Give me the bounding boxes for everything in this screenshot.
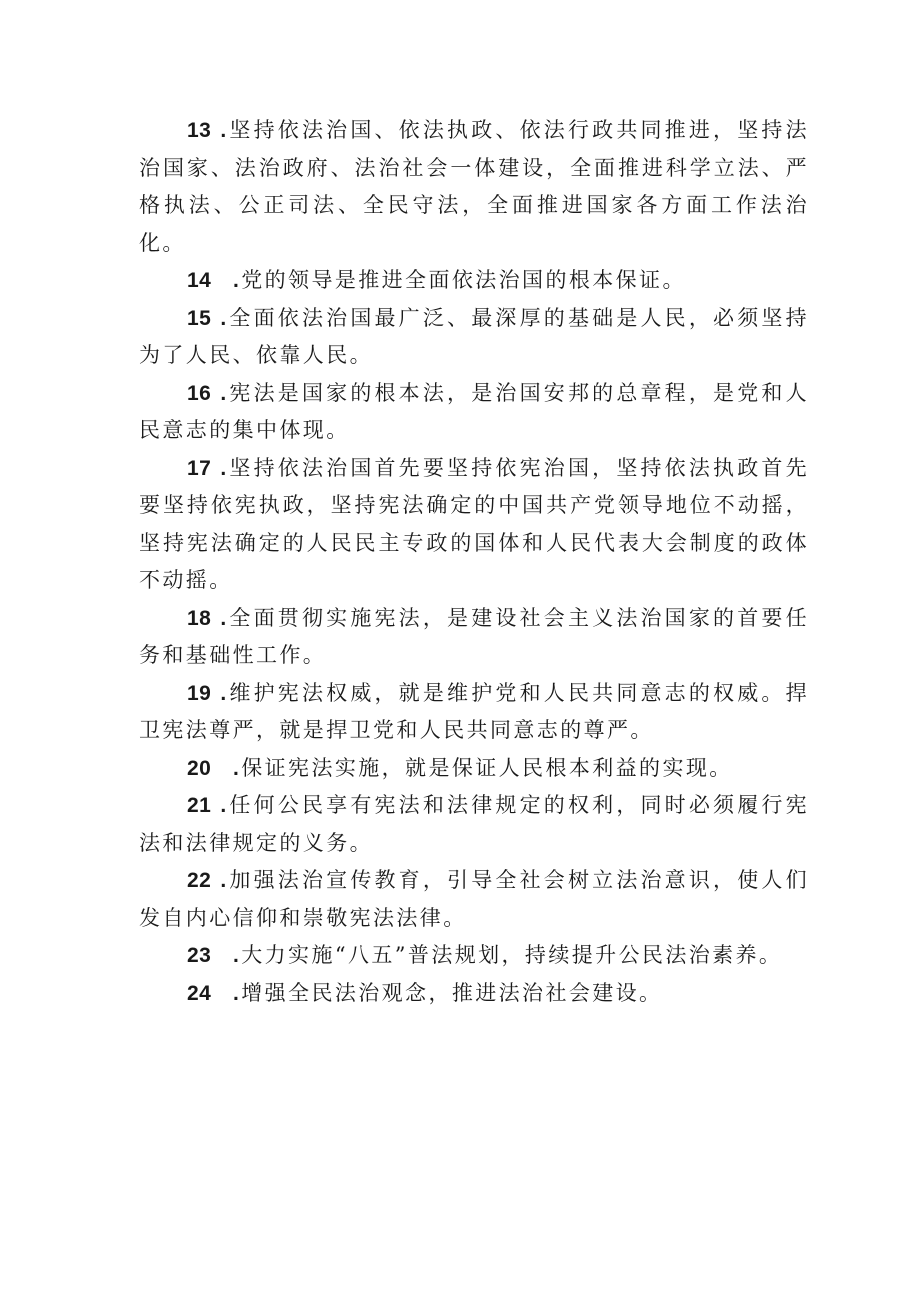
item-text: 党的领导是推进全面依法治国的根本保证。 [241,268,686,292]
item-text: 全面依法治国最广泛、最深厚的基础是人民，必须坚持为了人民、依靠人民。 [139,305,809,367]
item-text: 宪法是国家的根本法，是治国安邦的总章程，是党和人民意志的集中体现。 [139,380,809,442]
item-number: 22 [187,869,212,892]
item-separator: . [211,456,229,480]
item-text: 全面贯彻实施宪法，是建设社会主义法治国家的首要任务和基础性工作。 [139,605,809,667]
item-number: 20 [187,756,212,780]
item-text: 坚持依法治国、依法执政、依法行政共同推进，坚持法治国家、法治政府、法治社会一体建设，全面推进科学立法、严格执法、公正司法、全民守法，全面推进国家各方面工作法治化。 [139,118,809,255]
item-separator: . [233,944,242,967]
item-number: 15 [187,306,212,330]
item-text: 大力实施“八五”普法规划，持续提升公民法治素养。 [241,943,783,967]
item-separator: . [211,381,229,405]
item-number: 23 [187,944,212,967]
list-item-20 [139,750,809,788]
list-item-14 [139,262,809,300]
item-separator: . [211,606,229,630]
list-item-17 [139,450,809,600]
item-number: 24 [187,981,212,1005]
item-separator: . [233,269,242,292]
document-body [139,112,809,1012]
list-item-18 [139,600,809,675]
item-text: 加强法治宣传教育，引导全社会树立法治意识，使人们发自内心信仰和崇敬宪法法律。 [139,868,809,930]
item-separator: . [233,981,242,1005]
list-item-21 [139,787,809,862]
item-separator: . [211,794,229,817]
item-separator: . [211,306,229,330]
item-text: 维护宪法权威，就是维护党和人民共同意志的权威。捍卫宪法尊严，就是捍卫党和人民共同意志的尊严。 [139,680,809,742]
item-number: 16 [187,381,212,405]
item-separator: . [211,681,229,705]
list-item-13 [139,112,809,262]
item-text: 任何公民享有宪法和法律规定的权利，同时必须履行宪法和法律规定的义务。 [139,793,809,855]
list-item-19 [139,675,809,750]
list-item-24 [139,975,809,1013]
item-text: 增强全民法治观念，推进法治社会建设。 [241,980,663,1005]
item-number: 19 [187,681,212,705]
list-item-23 [139,937,809,975]
item-number: 18 [187,606,212,630]
item-number: 17 [187,456,212,480]
list-item-22 [139,862,809,937]
item-text: 保证宪法实施，就是保证人民根本利益的实现。 [241,755,733,780]
item-separator: . [211,869,229,892]
item-text: 坚持依法治国首先要坚持依宪治国，坚持依法执政首先要坚持依宪执政，坚持宪法确定的中国共产党领导地位不动摇，坚持宪法确定的人民民主专政的国体和人民代表大会制度的政体不动摇。 [139,455,809,592]
item-number: 21 [187,794,212,817]
list-item-16 [139,375,809,450]
item-number: 13 [187,119,212,142]
item-number: 14 [187,269,212,292]
list-item-15 [139,300,809,375]
item-separator: . [233,756,242,780]
item-separator: . [211,119,229,142]
